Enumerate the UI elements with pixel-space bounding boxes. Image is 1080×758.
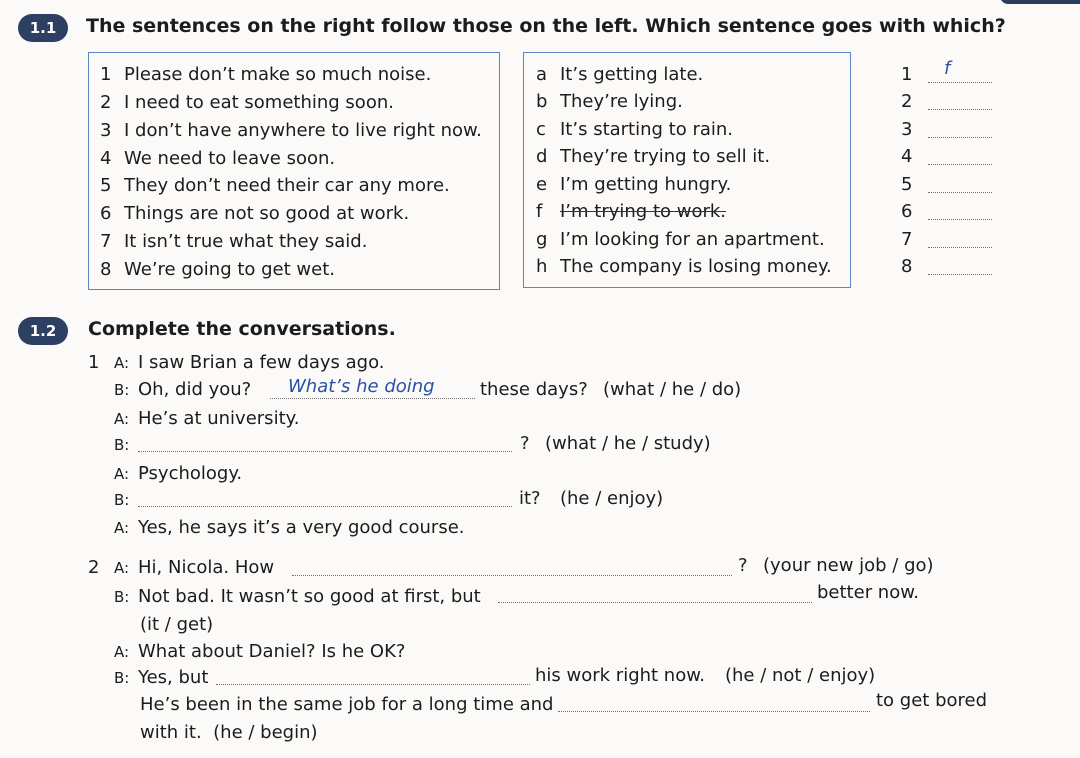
dialogue-line: B: Yes, but <box>114 667 209 688</box>
dialogue-line: A: Psychology. <box>114 463 243 484</box>
right-sentence: d They’re trying to sell it. <box>536 146 771 167</box>
dialogue-text: ? <box>738 555 748 576</box>
answer-number: 3 <box>901 119 913 140</box>
conversation-number: 2 <box>88 557 100 578</box>
left-sentences-box <box>88 52 500 290</box>
right-sentence: e I’m getting hungry. <box>536 174 732 195</box>
answer-blank-7[interactable] <box>928 247 992 248</box>
gap-fill-blank[interactable] <box>138 451 512 452</box>
exercise-instruction-1-2: Complete the conversations. <box>88 318 396 340</box>
answer-blank-5[interactable] <box>928 192 992 193</box>
gap-fill-blank[interactable] <box>292 575 732 576</box>
gap-fill-blank[interactable] <box>270 398 475 399</box>
left-sentence: 2 I need to eat something soon. <box>100 92 394 113</box>
dialogue-line: A: He’s at university. <box>114 408 300 429</box>
answer-number: 4 <box>901 146 913 167</box>
dialogue-text: ? <box>520 433 530 454</box>
right-sentence: b They’re lying. <box>536 91 683 112</box>
answer-number: 5 <box>901 174 913 195</box>
left-sentence: 8 We’re going to get wet. <box>100 259 335 280</box>
verb-cue: (he / not / enjoy) <box>725 665 876 686</box>
exercise-instruction-1-1: The sentences on the right follow those on the left. Which sentence goes with which? <box>86 15 1006 37</box>
gap-fill-blank[interactable] <box>558 711 870 712</box>
gap-fill-blank[interactable] <box>216 684 530 685</box>
right-sentence-crossed-out: f I’m trying to work. <box>536 201 727 222</box>
left-sentence: 7 It isn’t true what they said. <box>100 231 368 252</box>
exercise-badge-1-1: 1.1 <box>18 14 68 42</box>
answer-number: 7 <box>901 229 913 250</box>
verb-cue: (he / enjoy) <box>560 488 664 509</box>
handwritten-answer: What’s he doing <box>288 376 435 397</box>
left-sentence: 5 They don’t need their car any more. <box>100 175 450 196</box>
dialogue-text: these days? <box>480 379 588 400</box>
dialogue-text: his work right now. <box>535 665 706 686</box>
answer-blank-6[interactable] <box>928 219 992 220</box>
answer-number: 2 <box>901 91 913 112</box>
answer-blank-8[interactable] <box>928 274 992 275</box>
dialogue-speaker: B: <box>114 491 130 509</box>
conversation-number: 1 <box>88 352 100 373</box>
answer-number: 8 <box>901 256 913 277</box>
page-corner-tab <box>1000 0 1080 4</box>
left-sentence: 3 I don’t have anywhere to live right now. <box>100 120 482 141</box>
answer-blank-3[interactable] <box>928 137 992 138</box>
left-sentence: 4 We need to leave soon. <box>100 148 336 169</box>
left-sentence: 1 Please don’t make so much noise. <box>100 64 432 85</box>
gap-fill-blank[interactable] <box>498 602 812 603</box>
dialogue-text: He’s been in the same job for a long time and <box>140 694 554 715</box>
dialogue-text: it? <box>519 488 541 509</box>
right-sentence: a It’s getting late. <box>536 64 704 85</box>
gap-fill-blank[interactable] <box>138 506 512 507</box>
right-sentence: c It’s starting to rain. <box>536 119 734 140</box>
dialogue-line: A: I saw Brian a few days ago. <box>114 352 385 373</box>
verb-cue: (what / he / study) <box>545 433 711 454</box>
left-sentence: 6 Things are not so good at work. <box>100 203 410 224</box>
answer-blank-4[interactable] <box>928 164 992 165</box>
verb-cue: (your new job / go) <box>763 555 934 576</box>
verb-cue: (what / he / do) <box>603 379 742 400</box>
answer-number: 1 <box>901 64 913 85</box>
exercise-badge-1-2: 1.2 <box>18 317 68 345</box>
dialogue-line: A: Yes, he says it’s a very good course. <box>114 517 465 538</box>
handwritten-answer-1: f <box>944 58 951 79</box>
dialogue-text: better now. <box>817 582 920 603</box>
verb-cue: (it / get) <box>140 614 214 635</box>
dialogue-text: to get bored <box>876 690 988 711</box>
right-sentence: g I’m looking for an apartment. <box>536 229 825 250</box>
dialogue-line: B: Not bad. It wasn’t so good at first, but <box>114 586 481 607</box>
dialogue-speaker: B: <box>114 436 130 454</box>
dialogue-text: with it. (he / begin) <box>140 722 318 743</box>
right-sentence: h The company is losing money. <box>536 256 832 277</box>
answer-number: 6 <box>901 201 913 222</box>
answer-blank-2[interactable] <box>928 109 992 110</box>
dialogue-line: A: Hi, Nicola. How <box>114 557 275 578</box>
dialogue-line: B: Oh, did you? <box>114 379 252 400</box>
answer-blank-1[interactable] <box>928 82 992 83</box>
dialogue-line: A: What about Daniel? Is he OK? <box>114 641 406 662</box>
right-sentences-box <box>523 52 851 288</box>
